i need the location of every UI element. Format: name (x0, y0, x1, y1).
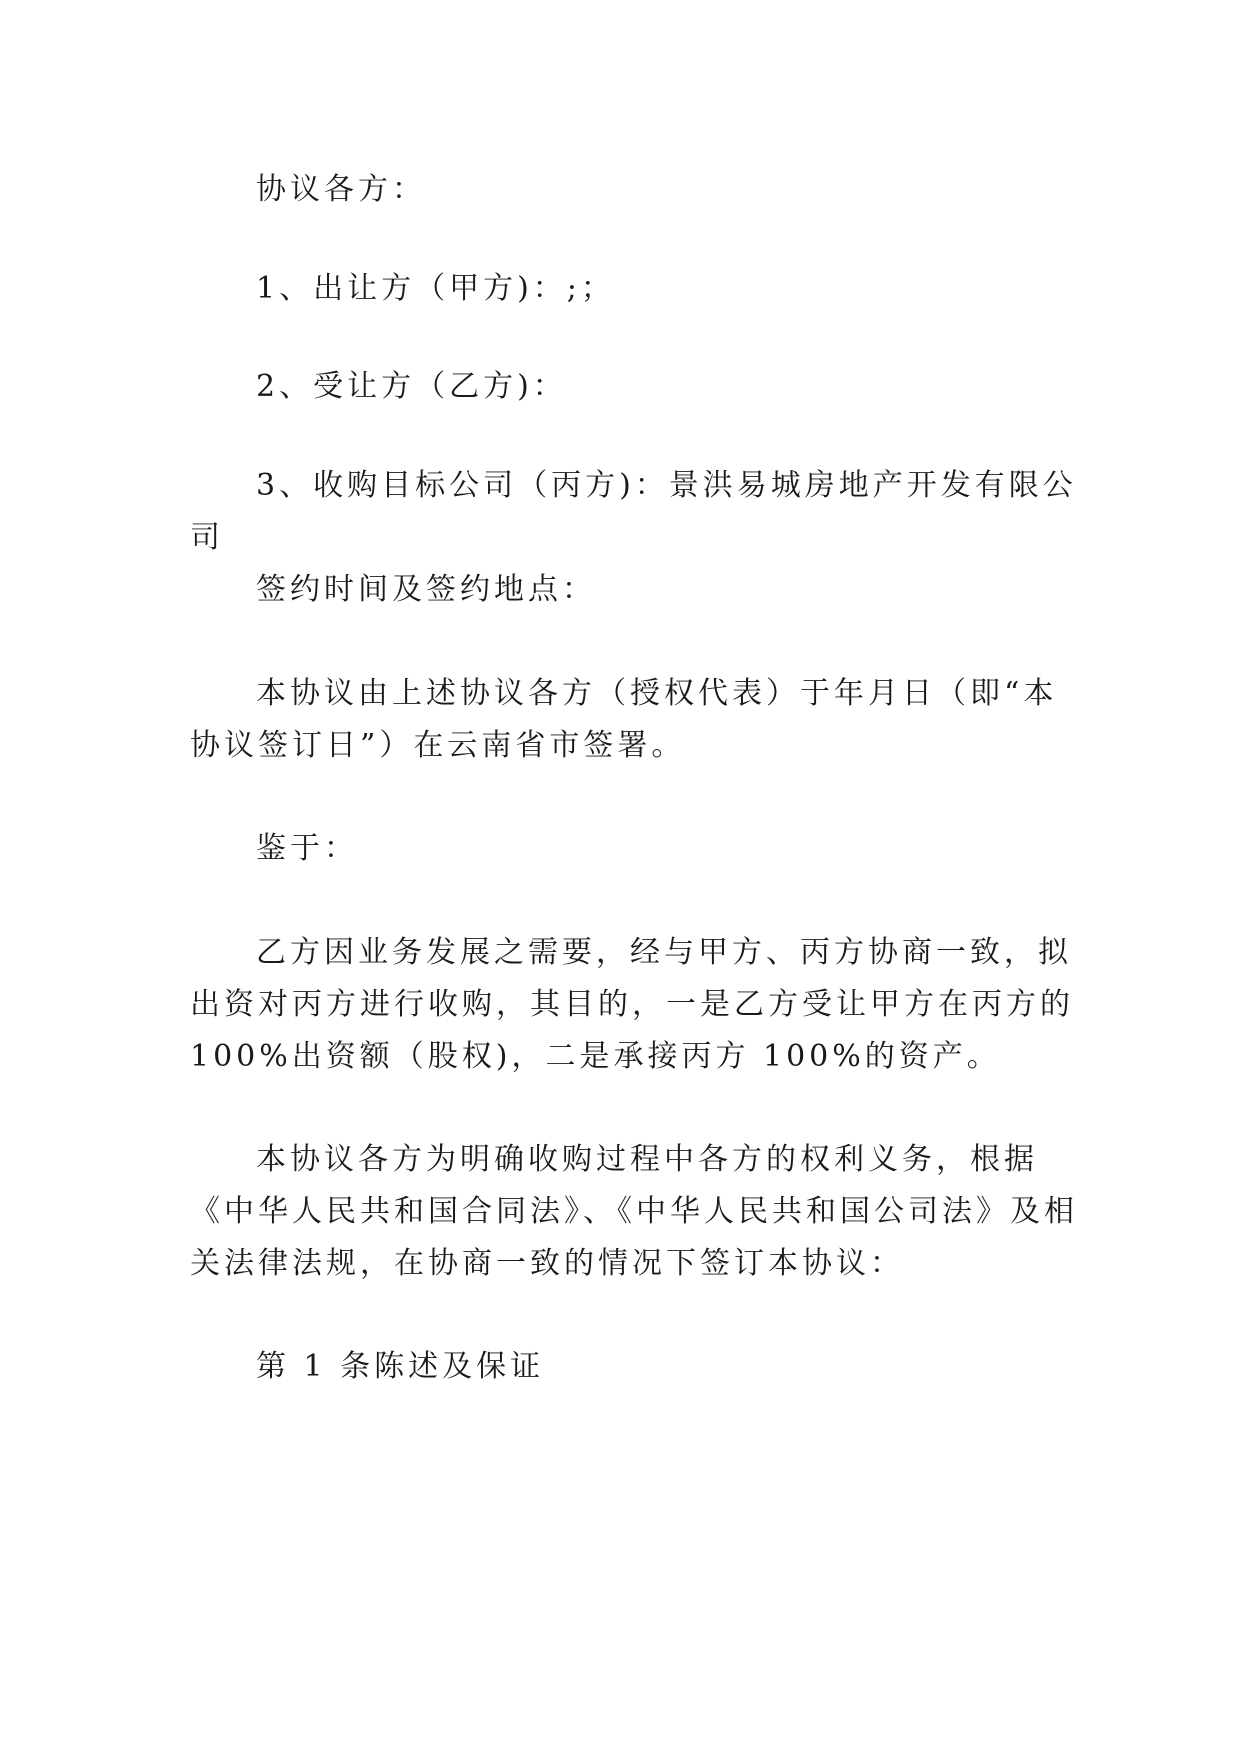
signing-line-1: 本协议由上述协议各方（授权代表）于年月日（即“本 (256, 676, 1058, 711)
signing-heading: 签约时间及签约地点： (256, 572, 596, 607)
whereas-line-2: 出资对丙方进行收购，其目的，一是乙方受让甲方在丙方的 (190, 987, 1074, 1022)
whereas-line-1: 乙方因业务发展之需要，经与甲方、丙方协商一致，拟 (256, 935, 1072, 970)
basis-line-3: 关法律法规，在协商一致的情况下签订本协议： (190, 1246, 904, 1281)
signing-line-2: 协议签订日”）在云南省市签署。 (190, 728, 686, 763)
basis-line-2: 《中华人民共和国合同法》、《中华人民共和国公司法》及相 (190, 1194, 1078, 1229)
article-1-heading: 第 1 条陈述及保证 (256, 1349, 545, 1384)
party-3-line-2: 司 (190, 520, 224, 555)
party-1-line: 1、出让方（甲方)：;； (256, 271, 615, 306)
whereas-line-3: 100%出资额（股权)，二是承接丙方 100%的资产。 (190, 1039, 1001, 1074)
basis-line-1: 本协议各方为明确收购过程中各方的权利义务，根据 (256, 1142, 1038, 1177)
party-3-line-1: 3、收购目标公司（丙方)：景洪易城房地产开发有限公 (256, 468, 1077, 503)
parties-heading: 协议各方： (256, 172, 426, 207)
whereas-heading: 鉴于： (256, 831, 358, 866)
party-2-line: 2、受让方（乙方)： (256, 369, 567, 404)
